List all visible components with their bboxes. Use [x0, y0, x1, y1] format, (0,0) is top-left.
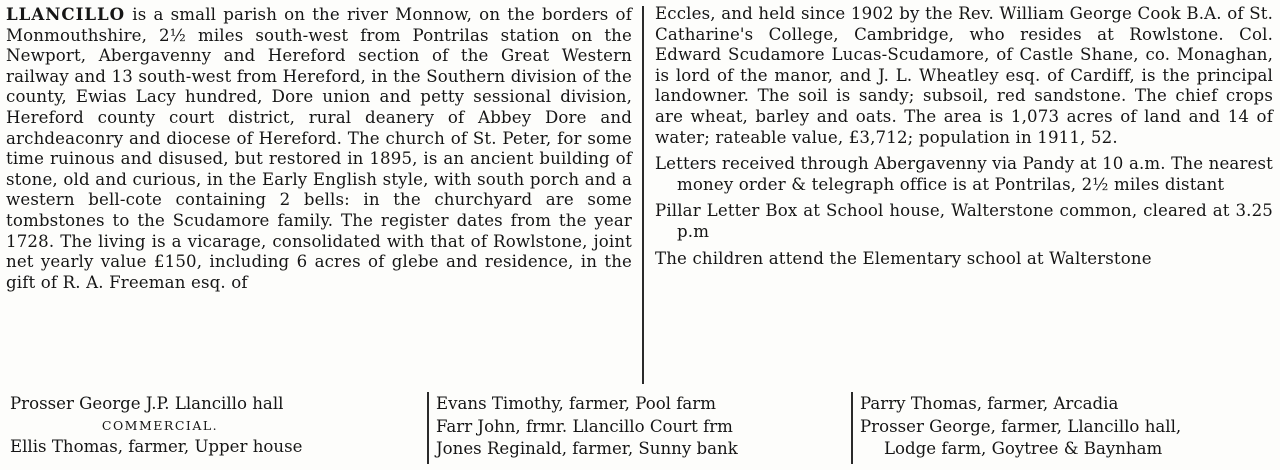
postal-note: Letters received through Abergavenny via Pandy at 10 a.m. The nearest money order & telegraph office is at Pontrilas, 2½ miles distant — [655, 154, 1273, 194]
directory-entry: Evans Timothy, farmer, Pool farm — [436, 394, 716, 413]
private-resident-entry: Prosser George J.P. Llancillo hall — [10, 394, 284, 413]
directory-column-1 — [10, 393, 420, 458]
letter-box-note: Pillar Letter Box at School house, Walterstone common, cleared at 3.25 p.m — [655, 201, 1273, 241]
parish-name-heading: LLANCILLO — [6, 4, 126, 24]
column-divider — [642, 6, 644, 384]
directory-column-2 — [436, 393, 848, 461]
directory-entry: Prosser George, farmer, Llancillo hall, — [860, 416, 1182, 436]
directory-divider-2 — [851, 392, 853, 464]
parish-description-continued: Eccles, and held since 1902 by the Rev. William George Cook B.A. of St. Catharine's College, Cambridge, who resides at Rowlstone. Col. Edward Scudamore Lucas-Scudamore, of Castle Shane, co. Monaghan, is lord of the manor, and J. L. Wheatley esq. of Cardiff, is the principal landowner. The soil is sandy; subsoil, red sandstone. The chief crops are wheat, barley and oats. The area is 1,073 acres of land and 14 of water; rateable value, £3,712; population in 1911, 52. — [655, 4, 1273, 147]
directory-entry-continuation: Lodge farm, Goytree & Baynham — [884, 439, 1163, 458]
directory-entry: Farr John, frmr. Llancillo Court frm — [436, 416, 733, 436]
directory-entry: Parry Thomas, farmer, Arcadia — [860, 394, 1119, 413]
school-note: The children attend the Elementary school at Walterstone — [655, 248, 1152, 268]
parish-description-left — [6, 4, 632, 293]
parish-description-text: is a small parish on the river Monnow, on the borders of Monmouthshire, 2½ miles south-west from Pontrilas station on the Newport, Abergavenny and Hereford section of the Great Western railway and 13 south-west from Hereford, in the Southern division of the county, Ewias Lacy hundred, Dore union and petty sessional division, Hereford county court district, rural deanery of Abbey Dore and archdeaconry and diocese of Hereford. The church of St. Peter, for some time ruinous and disused, but restored in 1895, is an ancient building of stone, old and curious, in the Early English style, with south porch and a western bell-cote containing 2 bells: in the churchyard are some tombstones to the Scudamore family. The register dates from the year 1728. The living is a vicarage, consolidated with that of Rowlstone, joint net yearly value £150, including 6 acres of glebe and residence, in the gift of R. A. Freeman esq. of — [6, 5, 632, 292]
commercial-heading: COMMERCIAL. — [101, 417, 219, 433]
directory-entry: Ellis Thomas, farmer, Upper house — [10, 436, 303, 456]
parish-description-right — [655, 4, 1273, 269]
directory-entry: Jones Reginald, farmer, Sunny bank — [436, 439, 738, 458]
directory-column-3 — [860, 393, 1276, 461]
directory-divider-1 — [427, 392, 429, 464]
